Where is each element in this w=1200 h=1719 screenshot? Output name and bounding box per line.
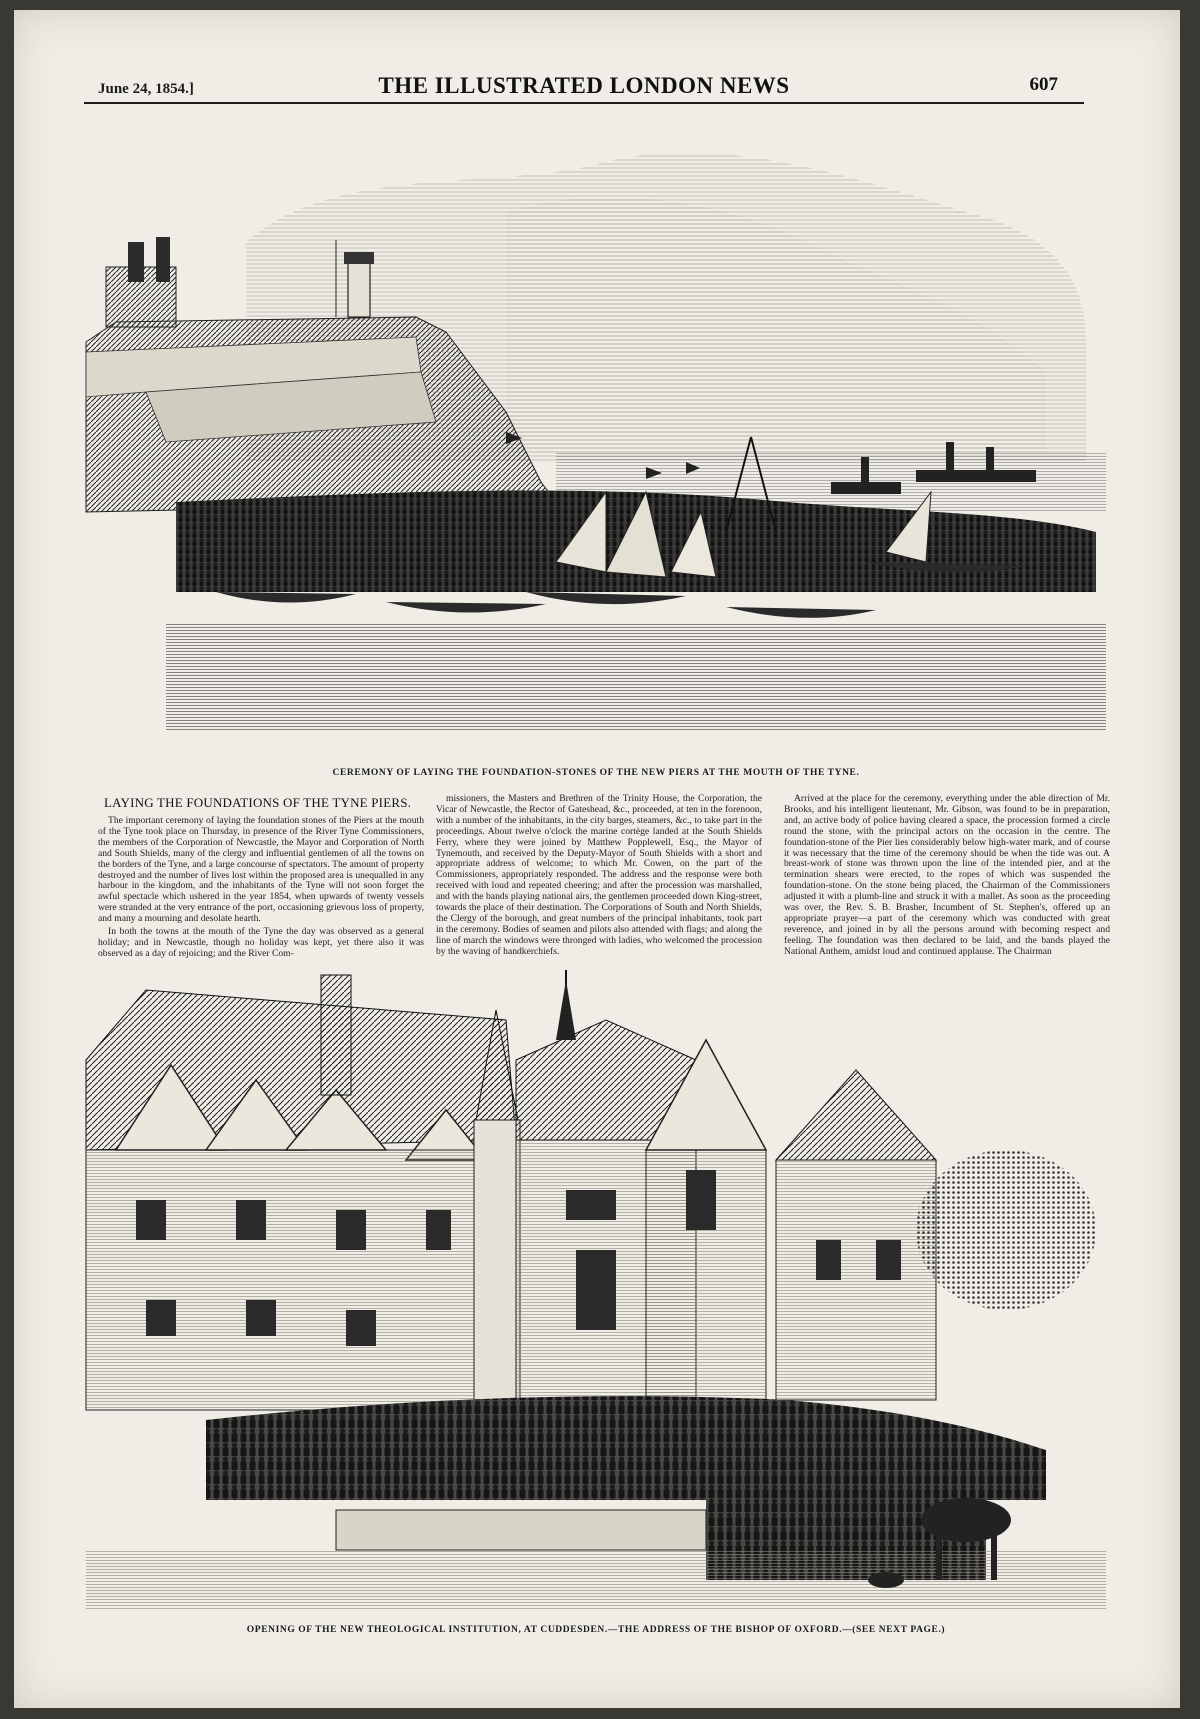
tyne-piers-engraving <box>86 122 1106 762</box>
bottom-illustration-caption: OPENING OF THE NEW THEOLOGICAL INSTITUTION, AT CUDDESDEN.—THE ADDRESS OF THE BISHOP OF OXFORD.—(SEE NEXT PAGE.) <box>246 1625 946 1635</box>
harbour-scene-illustration <box>86 122 1106 762</box>
paragraph: Arrived at the place for the ceremony, everything under the able direction of Mr. Brooks, and his intelligent lieutenant, Mr. Gibson, was found to be in preparation, and, an active body of police having cleared a space, the procession formed a circle round the stone, with the principal actors on the occasion in the centre. The foundation-stone of the Pier lies considerably below high-water mark, and of course it was necessary that the time of the ceremony should be when the tide was out. A breast-work of stone was thrown upon the line of the intended pier, and at the termination shears were erected, to the ropes of which was suspended the foundation-stone. On the stone being placed, the Chairman of the Commissioners adjusted it with a plumb-line and struck it with a mallet. As soon as the proceeding was over, the Rev. S. B. Brasher, Incumbent of St. Stephen's, offered up an appropriate prayer—a part of the ceremony which was conducted with great reverence, and joined in by all the persons around with becoming respect and feeling. The foundation was then declared to be laid, and the bands played the National Anthem, amidst loud and continued applause. The Chairman <box>784 793 1110 957</box>
masthead-title: THE ILLUSTRATED LONDON NEWS <box>378 73 790 98</box>
newspaper-page <box>14 10 1180 1708</box>
college-scene-illustration <box>86 980 1106 1620</box>
paragraph: In both the towns at the mouth of the Tyne the day was observed as a general holiday; and in Newcastle, though no holiday was kept, yet there also it was observed as a day of rejoicing; and the River Com- <box>98 926 424 959</box>
issue-date: June 24, 1854.] <box>98 81 194 97</box>
article-title: LAYING THE FOUNDATIONS OF THE TYNE PIERS. <box>104 795 412 810</box>
paragraph: missioners, the Masters and Brethren of the Trinity House, the Corporation, the Vicar of Newcastle, the Rector of Gateshead, &c., proceeded, at ten in the forenoon, with a number of the inhabitants, in the city barges, steamers, &c., to take part in the proceedings. About twelve o'clock the marine cortège landed at the South Shields Ferry, where they were joined by Matthew Popplewell, Esq., the Mayor of Tynemouth, and received by the Deputy-Mayor of South Shields with a short and appropriate address of welcome; to which Mr. Cowen, on the part of the Commissioners, appropriately responded. The address and the response were both received with loud and repeated cheering; and after the procession was marshalled, and with the bands playing national airs, the gentlemen proceeded down King-street, towards the place of their destination. The Corporations of South and North Shields, the Clergy of the borough, and great numbers of the principal inhabitants, took part in the ceremony. Bodies of seamen and pilots also attended with flags; and along the line of march the windows were thronged with ladies, who welcomed the procession by the waving of handkerchiefs. <box>436 793 762 957</box>
paragraph: The important ceremony of laying the foundation stones of the Piers at the mouth of the Tyne took place on Thursday, in presence of the River Tyne Commissioners, the members of the Corporation of Newcastle, the Mayor and Corporation of North and South Shields, many of the clergy and influential gentlemen of all the towns on the borders of the Tyne, and a large concourse of spectators. The amount of property destroyed and the number of lives lost within the proposed area is unequalled in any harbour in the kingdom, and the inhabitants of the Tyne will not soon forget the awful spectacle which ushered in the year 1854, when upwards of twenty vessels were stranded at the very entrance of the port, occasioning grievous loss of property, and many a mourning and desolate hearth. <box>98 815 424 925</box>
page-number: 607 <box>1029 74 1058 95</box>
top-illustration-caption: CEREMONY OF LAYING THE FOUNDATION-STONES OF THE NEW PIERS AT THE MOUTH OF THE TYNE. <box>332 768 860 778</box>
article-column-1 <box>98 815 424 959</box>
article-column-3 <box>784 793 1110 957</box>
page-header <box>84 72 1084 104</box>
article-column-2 <box>436 793 762 957</box>
cuddesden-engraving <box>86 980 1106 1620</box>
